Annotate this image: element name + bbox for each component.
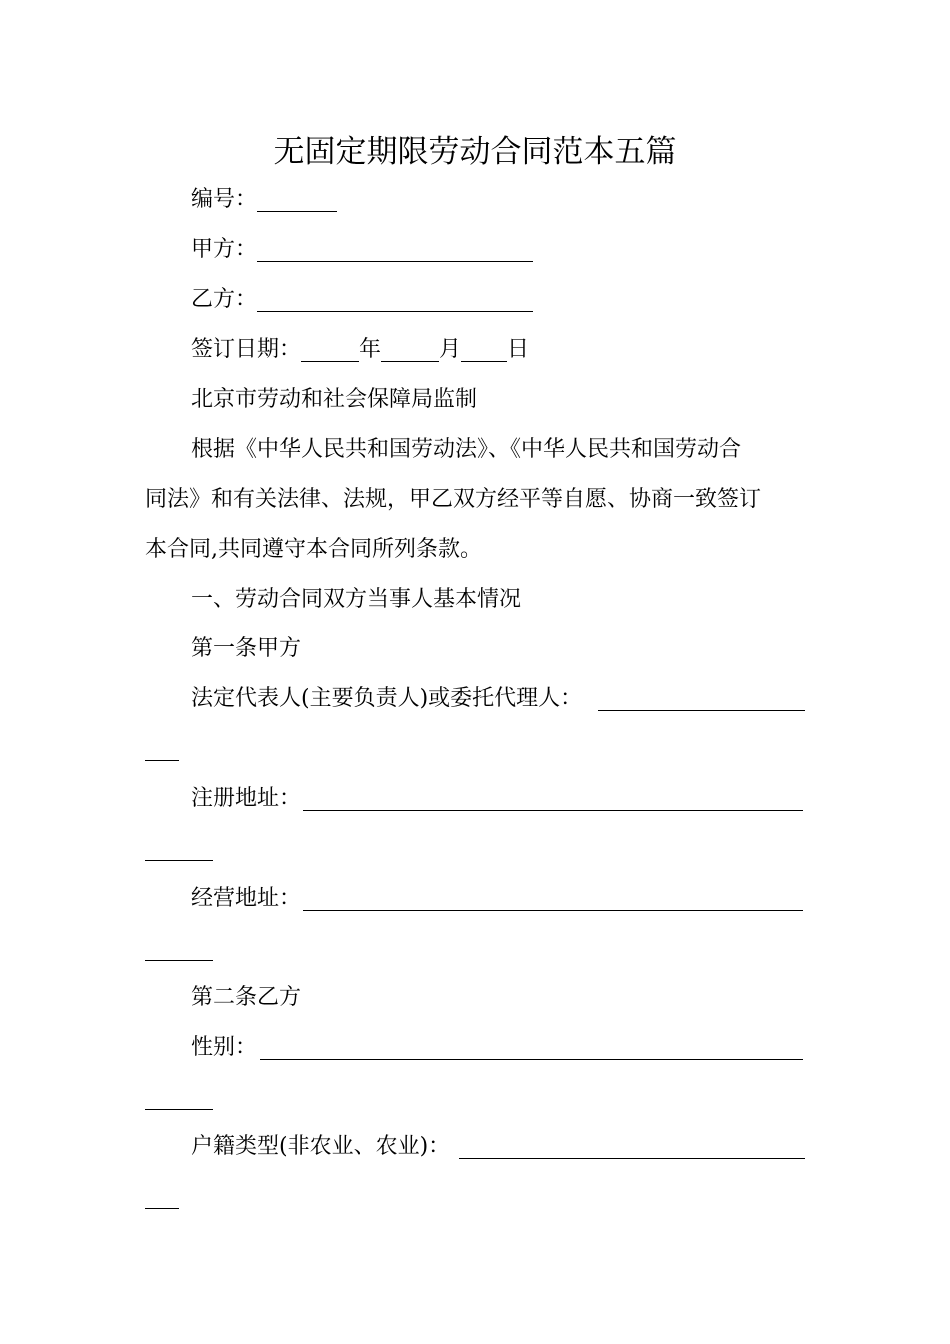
- household-type-line: [191, 1131, 450, 1163]
- registered-address-line: [191, 783, 301, 815]
- sign-year-label: 年: [359, 337, 382, 362]
- section-heading-1: 一、劳动合同双方当事人基本情况: [191, 587, 522, 612]
- preamble-line-1: 根据《中华人民共和国劳动法》、《中华人民共和国劳动合: [191, 437, 742, 462]
- business-address-blank-continued: [145, 960, 213, 961]
- sign-day-blank: [461, 337, 507, 362]
- party-b-blank: [257, 287, 533, 312]
- serial-number-blank: [257, 187, 337, 212]
- article-1-heading: 第一条甲方: [191, 636, 302, 661]
- business-address-blank: [303, 910, 803, 911]
- gender-line: [191, 1032, 257, 1064]
- business-address-label: 经营地址：: [191, 886, 302, 911]
- preamble-line-3: 本合同,共同遵守本合同所列条款。: [145, 537, 482, 562]
- legal-rep-blank: [598, 710, 805, 711]
- sign-date-line: [191, 334, 529, 366]
- serial-number-line: [191, 184, 337, 216]
- registered-address-blank-continued: [145, 860, 213, 861]
- registered-address-blank: [303, 810, 803, 811]
- gender-blank-continued: [145, 1109, 213, 1110]
- article-2-heading: 第二条乙方: [191, 985, 302, 1010]
- sign-month-blank: [381, 337, 439, 362]
- party-a-blank: [257, 237, 533, 262]
- business-address-line: [191, 883, 301, 915]
- preamble-line-2: 同法》和有关法律、法规，甲乙双方经平等自愿、协商一致签订: [145, 487, 762, 512]
- legal-rep-blank-continued: [145, 760, 179, 761]
- legal-rep-label: 法定代表人(主要负责人)或委托代理人：: [191, 686, 583, 711]
- party-a-label: 甲方：: [191, 237, 258, 262]
- household-type-label: 户籍类型(非农业、农业)：: [191, 1134, 451, 1159]
- sign-day-label: 日: [507, 337, 530, 362]
- sign-year-blank: [301, 337, 359, 362]
- registered-address-label: 注册地址：: [191, 786, 302, 811]
- household-type-blank: [459, 1158, 805, 1159]
- party-b-line: [191, 284, 533, 316]
- household-type-blank-continued: [145, 1208, 179, 1209]
- sign-month-label: 月: [439, 337, 462, 362]
- document-title: 无固定期限劳动合同范本五篇: [273, 134, 677, 170]
- supervisor-line: 北京市劳动和社会保障局监制: [191, 387, 478, 412]
- party-a-line: [191, 234, 533, 266]
- gender-label: 性别：: [191, 1035, 258, 1060]
- serial-number-label: 编号：: [191, 187, 258, 212]
- party-b-label: 乙方：: [191, 287, 258, 312]
- legal-rep-line: [191, 683, 582, 715]
- gender-blank: [260, 1059, 803, 1060]
- sign-date-label: 签订日期：: [191, 337, 302, 362]
